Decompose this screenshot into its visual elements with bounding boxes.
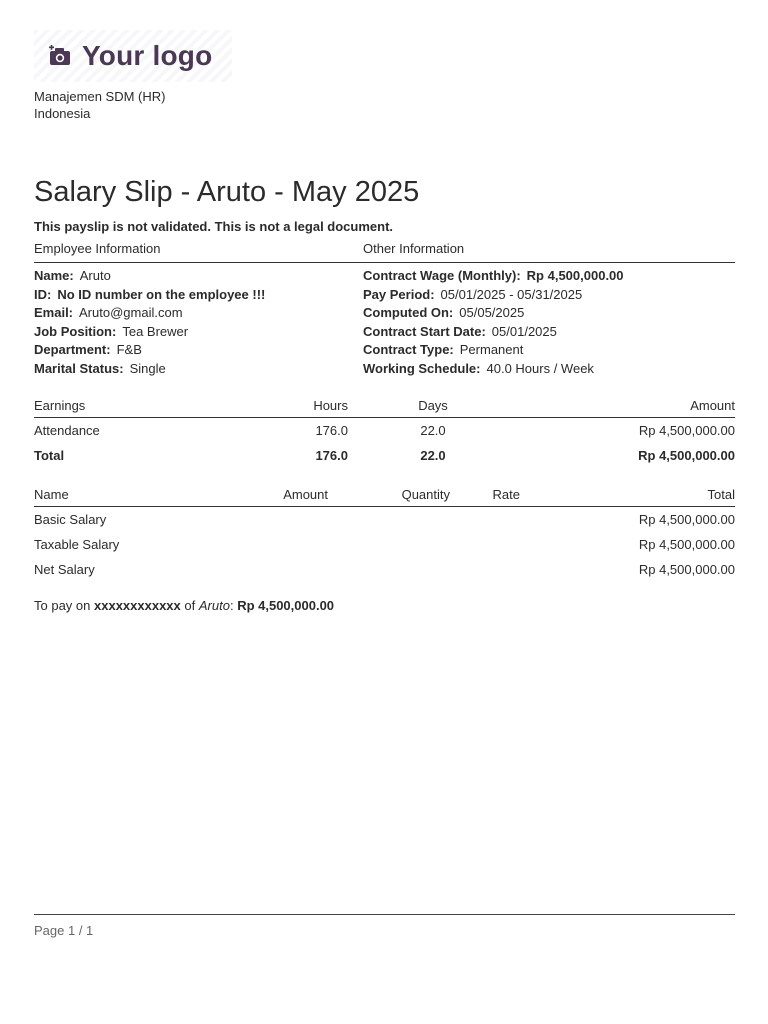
col-total: Total xyxy=(707,487,735,502)
employee-info xyxy=(34,267,271,379)
earning-hours: 176.0 xyxy=(315,423,348,438)
employee-marital-row xyxy=(34,360,271,379)
table-row xyxy=(34,534,735,559)
dept-label: Department: xyxy=(34,342,111,358)
employee-email: Aruto@gmail.com xyxy=(79,305,183,321)
employee-id: No ID number on the employee !!! xyxy=(57,286,266,302)
employee-name-row xyxy=(34,267,271,286)
employee-id-row xyxy=(34,286,271,305)
employee-dept-row xyxy=(34,341,271,360)
contract-wage-row xyxy=(363,267,630,286)
camera-plus-icon xyxy=(48,43,74,69)
employee-info-heading: Employee Information xyxy=(34,241,161,256)
col-amount: Amount xyxy=(690,398,735,413)
col-earnings: Earnings xyxy=(34,398,86,413)
id-label: ID: xyxy=(34,286,52,302)
employee-dept: F&B xyxy=(116,342,142,358)
company-logo xyxy=(34,30,232,82)
computed-on: 05/05/2025 xyxy=(459,305,525,321)
validation-warning: This payslip is not validated. This is not a legal document. xyxy=(34,219,394,234)
table-row xyxy=(34,420,735,445)
col-line-amount: Amount xyxy=(283,487,328,502)
contract-start-row xyxy=(363,323,630,342)
table-row xyxy=(34,509,735,534)
table-row xyxy=(34,559,735,584)
earnings-header xyxy=(34,395,735,418)
company-address xyxy=(34,88,165,122)
working-schedule: 40.0 Hours / Week xyxy=(486,360,594,376)
line-total: Rp 4,500,000.00 xyxy=(638,512,735,527)
to-pay-prefix: To pay on xyxy=(34,598,91,613)
company-country: Indonesia xyxy=(34,106,91,121)
company-name: Manajemen SDM (HR) xyxy=(34,89,166,104)
start-label: Contract Start Date: xyxy=(363,323,486,339)
contract-type-row xyxy=(363,341,630,360)
line-total: Rp 4,500,000.00 xyxy=(638,562,735,577)
col-name: Name xyxy=(34,487,69,502)
working-schedule-row xyxy=(363,360,630,379)
earnings-table xyxy=(34,395,735,470)
col-quantity: Quantity xyxy=(401,487,450,502)
employee-name: Aruto xyxy=(79,268,111,283)
schedule-label: Working Schedule: xyxy=(363,360,481,376)
type-label: Contract Type: xyxy=(363,342,454,358)
total-days: 22.0 xyxy=(420,448,446,463)
line-name: Net Salary xyxy=(34,562,95,577)
marital-label: Marital Status: xyxy=(34,360,124,376)
to-pay-line xyxy=(34,598,334,613)
contract-start: 05/01/2025 xyxy=(491,323,557,339)
earning-days: 22.0 xyxy=(420,423,446,438)
line-name: Basic Salary xyxy=(34,512,107,527)
col-days: Days xyxy=(418,398,448,413)
name-label: Name: xyxy=(34,268,74,283)
total-amount: Rp 4,500,000.00 xyxy=(638,448,735,463)
earning-amount: Rp 4,500,000.00 xyxy=(638,423,735,438)
to-pay-amount: Rp 4,500,000.00 xyxy=(237,598,335,613)
bank-account: xxxxxxxxxxxx xyxy=(94,598,181,613)
lines-header xyxy=(34,484,735,507)
pay-period: 05/01/2025 - 05/31/2025 xyxy=(440,286,583,302)
email-label: Email: xyxy=(34,305,74,321)
page-title: Salary Slip - Aruto - May 2025 xyxy=(34,176,420,208)
line-name: Taxable Salary xyxy=(34,537,120,552)
computed-label: Computed On: xyxy=(363,305,454,321)
salary-lines-table xyxy=(34,484,735,584)
computed-on-row xyxy=(363,304,630,323)
info-section-header xyxy=(34,240,735,263)
other-info-heading: Other Information xyxy=(363,241,465,256)
pay-period-row xyxy=(363,286,630,305)
line-total: Rp 4,500,000.00 xyxy=(638,537,735,552)
wage-label: Contract Wage (Monthly): xyxy=(363,268,521,283)
total-hours: 176.0 xyxy=(315,448,348,463)
page-number: Page 1 / 1 xyxy=(34,923,94,938)
to-pay-colon: : xyxy=(229,598,234,613)
other-info xyxy=(363,267,630,379)
col-rate: Rate xyxy=(492,487,520,502)
logo-text: Your logo xyxy=(82,40,213,71)
contract-type: Permanent xyxy=(459,342,524,358)
footer-divider xyxy=(34,914,735,915)
contract-wage: Rp 4,500,000.00 xyxy=(526,268,624,283)
employee-email-row xyxy=(34,304,271,323)
earning-name: Attendance xyxy=(34,423,100,438)
period-label: Pay Period: xyxy=(363,286,435,302)
col-hours: Hours xyxy=(313,398,348,413)
employee-job: Tea Brewer xyxy=(122,323,189,339)
employee-marital: Single xyxy=(129,360,166,376)
job-label: Job Position: xyxy=(34,323,117,339)
to-pay-employee: Aruto xyxy=(198,598,230,613)
employee-job-row xyxy=(34,323,271,342)
earnings-total-row xyxy=(34,445,735,470)
to-pay-of: of xyxy=(184,598,196,613)
total-label: Total xyxy=(34,448,65,463)
